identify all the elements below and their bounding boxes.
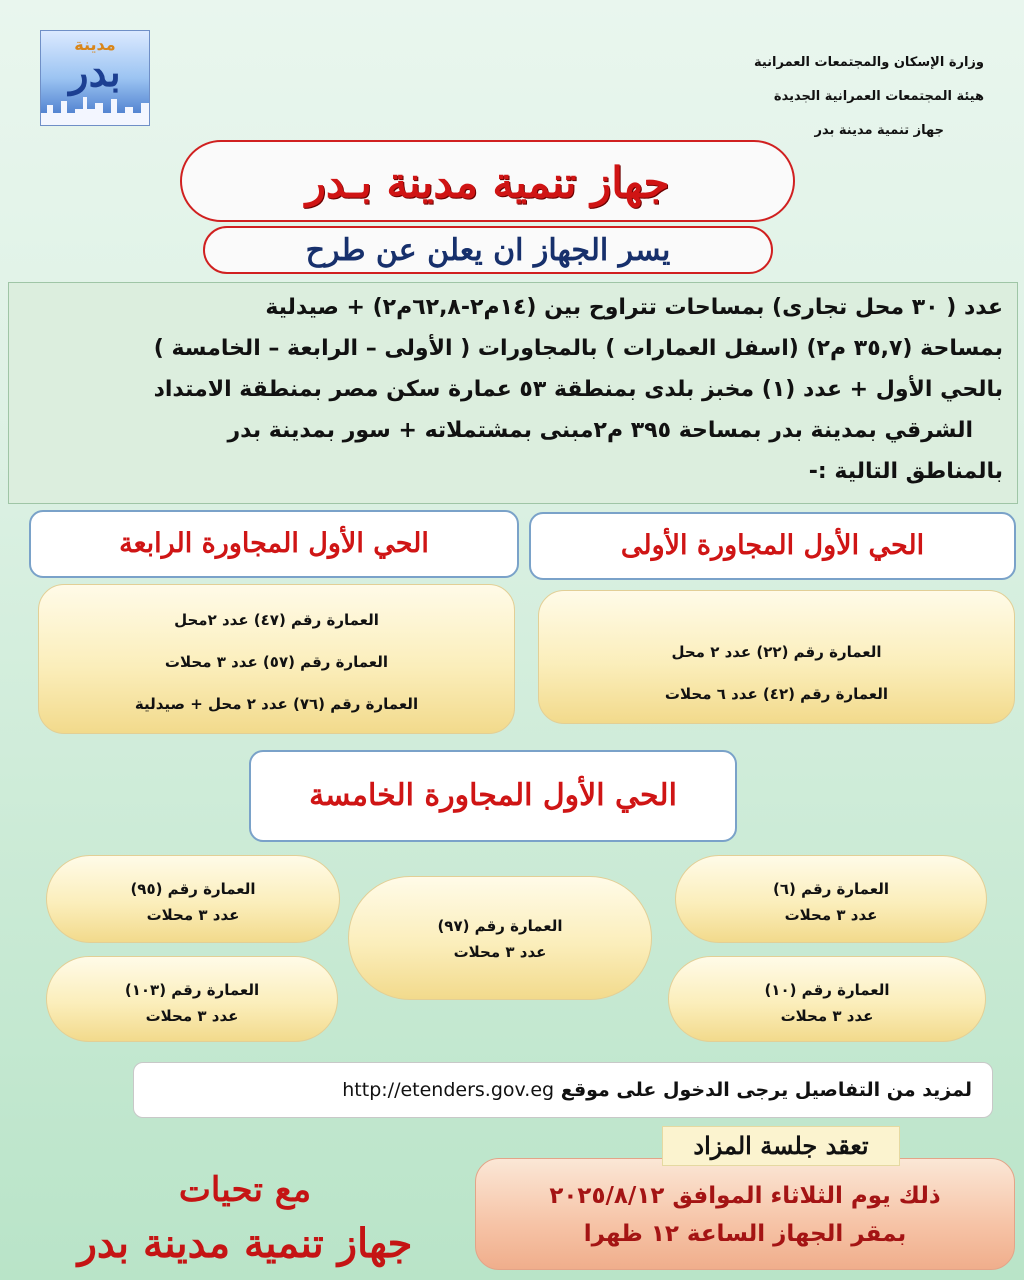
heading-first-neighborhood: الحي الأول المجاورة الأولى bbox=[529, 512, 1016, 580]
greeting bbox=[30, 1168, 460, 1276]
fifth-building-10-count: عدد ٣ محلات bbox=[780, 1007, 874, 1025]
first-neighborhood-card bbox=[538, 590, 1015, 724]
subtitle-banner bbox=[203, 226, 773, 274]
ministry-line-1: وزارة الإسكان والمجتمعات العمرانية bbox=[753, 55, 984, 70]
auction-session-label: تعقد جلسة المزاد bbox=[662, 1126, 900, 1166]
fourth-neighborhood-card bbox=[38, 584, 515, 734]
greeting-line-1: مع تحيات bbox=[178, 1170, 312, 1210]
fifth-building-103-card bbox=[46, 956, 338, 1042]
fifth-building-95-name: العمارة رقم (٩٥) bbox=[130, 880, 256, 898]
fourth-building-76: العمارة رقم (٧٦) عدد ٢ محل + صيدلية bbox=[134, 695, 419, 713]
logo-main-text: بدر bbox=[69, 49, 121, 96]
description-line-1: عدد ( ٣٠ محل تجارى) بمساحات تتراوح بين (١٤م٢-٦٢,٨م٢) + صيدلية bbox=[265, 295, 1003, 320]
ministry-line-2: هيئة المجتمعات العمرانية الجديدة bbox=[773, 89, 984, 104]
heading-fifth-neighborhood: الحي الأول المجاورة الخامسة bbox=[249, 750, 737, 842]
ministry-line-3: جهاز تنمية مدينة بدر bbox=[814, 123, 944, 138]
website-text: لمزيد من التفاصيل يرجى الدخول على موقع bbox=[560, 1079, 972, 1101]
description-line-3: بالحي الأول + عدد (١) مخبز بلدى بمنطقة ٥٣ عمارة سكن مصر بمنطقة الامتداد bbox=[153, 377, 1003, 402]
fifth-building-6-count: عدد ٣ محلات bbox=[784, 906, 878, 924]
announcement-description bbox=[8, 282, 1018, 504]
fifth-building-95-count: عدد ٣ محلات bbox=[146, 906, 240, 924]
fifth-building-103-name: العمارة رقم (١٠٣) bbox=[124, 981, 260, 999]
fifth-building-10-card bbox=[668, 956, 986, 1042]
fifth-building-10-name: العمارة رقم (١٠) bbox=[764, 981, 890, 999]
page-subtitle: يسر الجهاز ان يعلن عن طرح bbox=[305, 233, 671, 268]
skyline-icon bbox=[40, 91, 149, 125]
first-building-22: العمارة رقم (٢٢) عدد ٢ محل bbox=[671, 643, 882, 661]
description-line-2: بمساحة (٣٥,٧ م٢) (اسفل العمارات ) بالمجاورات ( الأولى – الرابعة – الخامسة ) bbox=[153, 336, 1003, 361]
logo-top-text: مدينة bbox=[74, 35, 116, 54]
fifth-building-97-count: عدد ٣ محلات bbox=[453, 943, 547, 961]
greeting-line-2: جهاز تنمية مدينة بدر bbox=[77, 1220, 413, 1267]
fifth-building-6-name: العمارة رقم (٦) bbox=[773, 880, 889, 898]
website-info-box bbox=[133, 1062, 993, 1118]
fifth-building-97-name: العمارة رقم (٩٧) bbox=[437, 917, 563, 935]
fifth-building-6-card bbox=[675, 855, 987, 943]
title-banner bbox=[180, 140, 795, 222]
auction-date: ذلك يوم الثلاثاء الموافق ٢٠٢٥/٨/١٢ bbox=[549, 1183, 941, 1209]
heading-fourth-neighborhood: الحي الأول المجاورة الرابعة bbox=[29, 510, 519, 578]
first-building-42: العمارة رقم (٤٢) عدد ٦ محلات bbox=[664, 685, 889, 703]
page-title: جهاز تنمية مدينة بـدر bbox=[305, 158, 670, 207]
fifth-building-103-count: عدد ٣ محلات bbox=[145, 1007, 239, 1025]
website-link[interactable]: http://etenders.gov.eg bbox=[342, 1079, 555, 1101]
fourth-building-57: العمارة رقم (٥٧) عدد ٣ محلات bbox=[164, 653, 389, 671]
description-line-5: بالمناطق التالية :- bbox=[808, 459, 1003, 484]
fourth-building-47: العمارة رقم (٤٧) عدد ٢محل bbox=[174, 611, 379, 629]
fifth-building-95-card bbox=[46, 855, 340, 943]
auction-location-time: بمقر الجهاز الساعة ١٢ ظهرا bbox=[583, 1221, 907, 1247]
fifth-building-97-card bbox=[348, 876, 652, 1000]
city-logo bbox=[40, 30, 150, 126]
auction-date-box bbox=[475, 1158, 1015, 1270]
description-line-4: الشرقي بمدينة بدر بمساحة ٣٩٥ م٢مبنى بمشتملاته + سور بمدينة بدر bbox=[227, 418, 973, 443]
